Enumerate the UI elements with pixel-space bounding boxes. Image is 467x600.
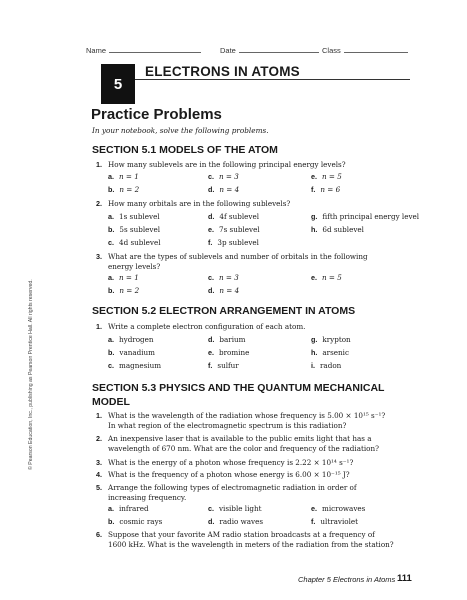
option: d. 4f sublevel bbox=[208, 212, 259, 221]
question-text: What is the wavelength of the radiation whose frequency is 5.00 × 10¹⁵ s⁻¹? In what region of the electromagnetic spectrum is this radiation? bbox=[108, 411, 386, 430]
option: b. 5s sublevel bbox=[108, 225, 161, 234]
chapter-number-box bbox=[101, 64, 135, 104]
option: e. 7s sublevel bbox=[208, 225, 260, 234]
option: a. infrared bbox=[108, 504, 149, 513]
option: a. hydrogen bbox=[108, 335, 154, 344]
date-label: Date bbox=[220, 46, 236, 55]
question: 2. bbox=[96, 199, 102, 208]
page-title: Practice Problems bbox=[91, 106, 222, 123]
question-text: How many orbitals are in the following sublevels? bbox=[108, 199, 291, 208]
option: d. n = 4 bbox=[208, 185, 240, 194]
page-number: 111 bbox=[397, 573, 412, 584]
name-field bbox=[86, 46, 201, 55]
option: b. vanadium bbox=[108, 348, 155, 357]
class-label: Class bbox=[322, 46, 341, 55]
question-text: An inexpensive laser that is available to the public emits light that has a wavelength of 670 nm. What are the color and frequency of the radiation? bbox=[108, 434, 379, 453]
option: e. n = 5 bbox=[311, 273, 342, 282]
option: f. n = 6 bbox=[311, 185, 341, 194]
option: c. n = 3 bbox=[208, 273, 239, 282]
option: a. n = 1 bbox=[108, 172, 139, 181]
option: c. n = 3 bbox=[208, 172, 239, 181]
question-text: What is the energy of a photon whose frequency is 2.22 × 10¹⁴ s⁻¹? bbox=[108, 458, 354, 467]
option: e. microwaves bbox=[311, 504, 366, 513]
question: 6. bbox=[96, 530, 102, 539]
section-5-2-title: SECTION 5.2 ELECTRON ARRANGEMENT IN ATOMS bbox=[92, 305, 356, 317]
class-field bbox=[322, 46, 408, 55]
instructions: In your notebook, solve the following problems. bbox=[92, 126, 269, 135]
option: f. 3p sublevel bbox=[208, 238, 259, 247]
question-text: How many sublevels are in the following principal energy levels? bbox=[108, 160, 346, 169]
option: a. 1s sublevel bbox=[108, 212, 160, 221]
option: c. magnesium bbox=[108, 361, 162, 370]
option: b. n = 2 bbox=[108, 185, 140, 194]
question: 1. bbox=[96, 411, 102, 420]
question-text: Suppose that your favorite AM radio station broadcasts at a frequency of 1600 kHz. What is the wavelength in meters of the radiation from the station? bbox=[108, 530, 394, 549]
option: d. barium bbox=[208, 335, 246, 344]
section-5-3-title: SECTION 5.3 PHYSICS AND THE QUANTUM MECHANICAL MODEL bbox=[92, 382, 385, 408]
question-text: Write a complete electron configuration of each atom. bbox=[108, 322, 306, 331]
option: a. n = 1 bbox=[108, 273, 139, 282]
option: e. bromine bbox=[208, 348, 250, 357]
option: g. fifth principal energy level bbox=[311, 212, 420, 221]
option: b. n = 2 bbox=[108, 286, 140, 295]
option: h. 6d sublevel bbox=[311, 225, 364, 234]
option: d. n = 4 bbox=[208, 286, 240, 295]
question-text: What are the types of sublevels and number of orbitals in the following energy levels? bbox=[108, 252, 368, 271]
question: 4. bbox=[96, 470, 102, 479]
copyright-notice: © Pearson Education, Inc., publishing as Pearson Prentice Hall. All rights reserved. bbox=[28, 279, 34, 470]
option: g. krypton bbox=[311, 335, 351, 344]
question: 3. bbox=[96, 458, 102, 467]
option: h. arsenic bbox=[311, 348, 350, 357]
chapter-number: 5 bbox=[113, 75, 123, 93]
option: f. sulfur bbox=[208, 361, 239, 370]
question: 1. bbox=[96, 160, 102, 169]
question-text: What is the frequency of a photon whose energy is 6.00 × 10⁻¹⁵ J? bbox=[108, 470, 350, 479]
option: e. n = 5 bbox=[311, 172, 342, 181]
question: 2. bbox=[96, 434, 102, 443]
option: c. 4d sublevel bbox=[108, 238, 161, 247]
question-text: Arrange the following types of electromagnetic radiation in order of increasing frequency. bbox=[108, 483, 357, 502]
question: 3. bbox=[96, 252, 102, 261]
option: f. ultraviolet bbox=[311, 517, 359, 526]
question: 1. bbox=[96, 322, 102, 331]
chapter-rule bbox=[135, 79, 410, 80]
option: i. radon bbox=[311, 361, 342, 370]
option: c. visible light bbox=[208, 504, 262, 513]
footer-chapter: Chapter 5 Electrons in Atoms bbox=[298, 575, 396, 584]
chapter-title: ELECTRONS IN ATOMS bbox=[145, 64, 300, 79]
section-5-1-title: SECTION 5.1 MODELS OF THE ATOM bbox=[92, 144, 278, 156]
name-label: Name bbox=[86, 46, 107, 55]
question: 5. bbox=[96, 483, 102, 492]
option: d. radio waves bbox=[208, 517, 264, 526]
option: b. cosmic rays bbox=[108, 517, 163, 526]
date-field bbox=[220, 46, 319, 55]
